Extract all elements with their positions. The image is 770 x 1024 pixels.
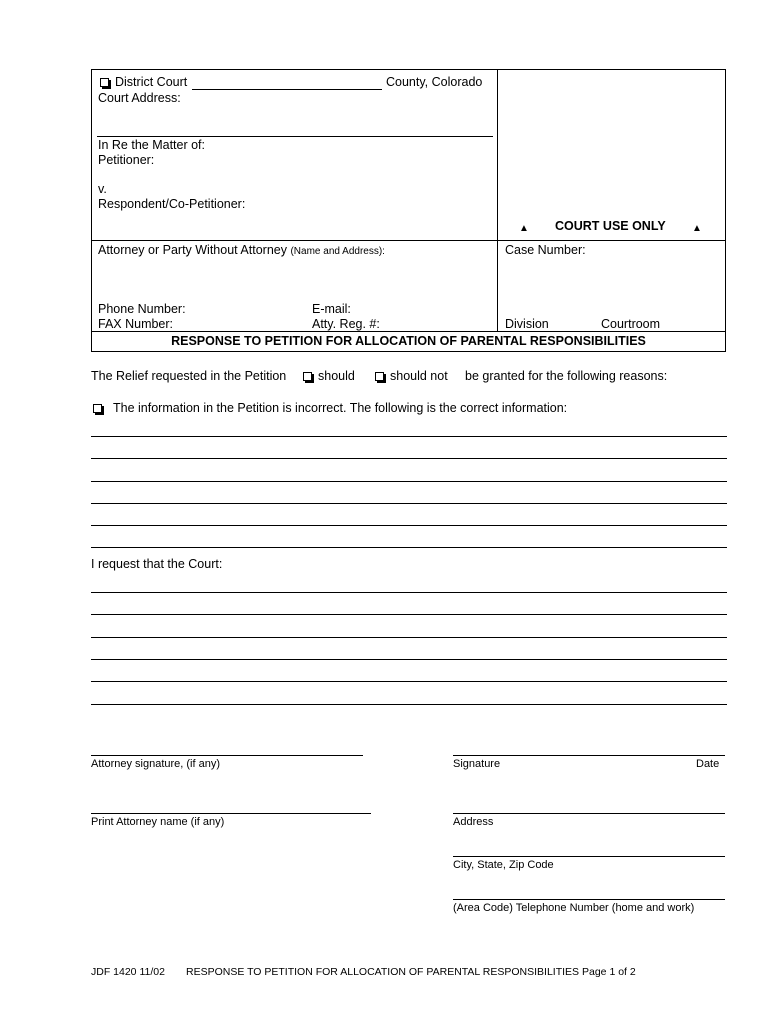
incorrect-info-row[interactable] [93, 401, 567, 415]
attorney-party-row [98, 243, 385, 257]
answer-line[interactable] [91, 436, 727, 437]
caption-divider-vertical [497, 69, 498, 332]
district-court-row [100, 75, 187, 89]
court-address-field[interactable] [97, 136, 493, 137]
city-state-zip-line[interactable] [453, 856, 725, 857]
in-re-label: In Re the Matter of: [98, 138, 205, 152]
attorney-signature-label: Attorney signature, (if any) [91, 758, 221, 770]
answer-line[interactable] [91, 547, 727, 548]
court-use-only-label: COURT USE ONLY [555, 219, 666, 233]
should-checkbox[interactable] [303, 372, 312, 381]
signature-line[interactable] [453, 755, 725, 756]
city-state-zip-label: City, State, Zip Code [453, 859, 554, 871]
signature-label: Signature [453, 758, 501, 770]
incorrect-info-label: The information in the Petition is incorrect. The following is the correct information: [113, 401, 568, 415]
should-not-option[interactable] [375, 369, 448, 383]
phone-label: Phone Number: [98, 302, 186, 316]
district-court-checkbox[interactable] [100, 78, 109, 87]
county-name-field[interactable] [192, 89, 382, 90]
petitioner-label: Petitioner: [98, 153, 155, 167]
print-attorney-line[interactable] [91, 813, 371, 814]
footer-form-id: JDF 1420 11/02 [91, 966, 165, 978]
versus-label: v. [98, 182, 107, 196]
division-label: Division [505, 317, 549, 331]
attorney-party-label: Attorney or Party Without Attorney [98, 243, 287, 257]
form-title: RESPONSE TO PETITION FOR ALLOCATION OF PARENTAL RESPONSIBILITIES [171, 334, 646, 348]
answer-line[interactable] [91, 503, 727, 504]
request-line[interactable] [91, 592, 727, 593]
should-option[interactable] [303, 369, 355, 383]
request-line[interactable] [91, 659, 727, 660]
relief-row [91, 369, 286, 383]
answer-line[interactable] [91, 525, 727, 526]
courtroom-label: Courtroom [601, 317, 661, 331]
respondent-label: Respondent/Co-Petitioner: [98, 197, 246, 211]
relief-suffix: be granted for the following reasons: [465, 369, 668, 383]
answer-line[interactable] [91, 458, 727, 459]
footer-title: RESPONSE TO PETITION FOR ALLOCATION OF PARENTAL RESPONSIBILITIES [186, 966, 580, 978]
request-line[interactable] [91, 681, 727, 682]
fax-label: FAX Number: [98, 317, 174, 331]
request-line[interactable] [91, 704, 727, 705]
answer-line[interactable] [91, 481, 727, 482]
should-label: should [318, 369, 355, 383]
request-label: I request that the Court: [91, 557, 223, 571]
telephone-line[interactable] [453, 899, 725, 900]
relief-prefix: The Relief requested in the Petition [91, 369, 287, 383]
caption-divider-1 [91, 240, 726, 241]
should-not-label: should not [390, 369, 448, 383]
county-colorado-label: County, Colorado [386, 75, 483, 89]
incorrect-info-checkbox[interactable] [93, 404, 102, 413]
date-label: Date [696, 758, 720, 770]
caption-divider-2 [91, 331, 726, 332]
request-line[interactable] [91, 637, 727, 638]
address-line[interactable] [453, 813, 725, 814]
case-number-label: Case Number: [505, 243, 586, 257]
request-line[interactable] [91, 614, 727, 615]
should-not-checkbox[interactable] [375, 372, 384, 381]
attorney-signature-line[interactable] [91, 755, 363, 756]
address-label: Address [453, 816, 494, 828]
print-attorney-label: Print Attorney name (if any) [91, 816, 225, 828]
court-address-label: Court Address: [98, 91, 181, 105]
atty-reg-label: Atty. Reg. #: [312, 317, 380, 331]
footer-page-number: Page 1 of 2 [582, 966, 636, 978]
district-court-label: District Court [115, 75, 188, 89]
name-address-label: (Name and Address): [290, 246, 385, 257]
telephone-label: (Area Code) Telephone Number (home and work) [453, 902, 695, 914]
arrow-up-icon: ▲ [692, 223, 702, 234]
email-label: E-mail: [312, 302, 351, 316]
arrow-up-icon: ▲ [519, 223, 529, 234]
